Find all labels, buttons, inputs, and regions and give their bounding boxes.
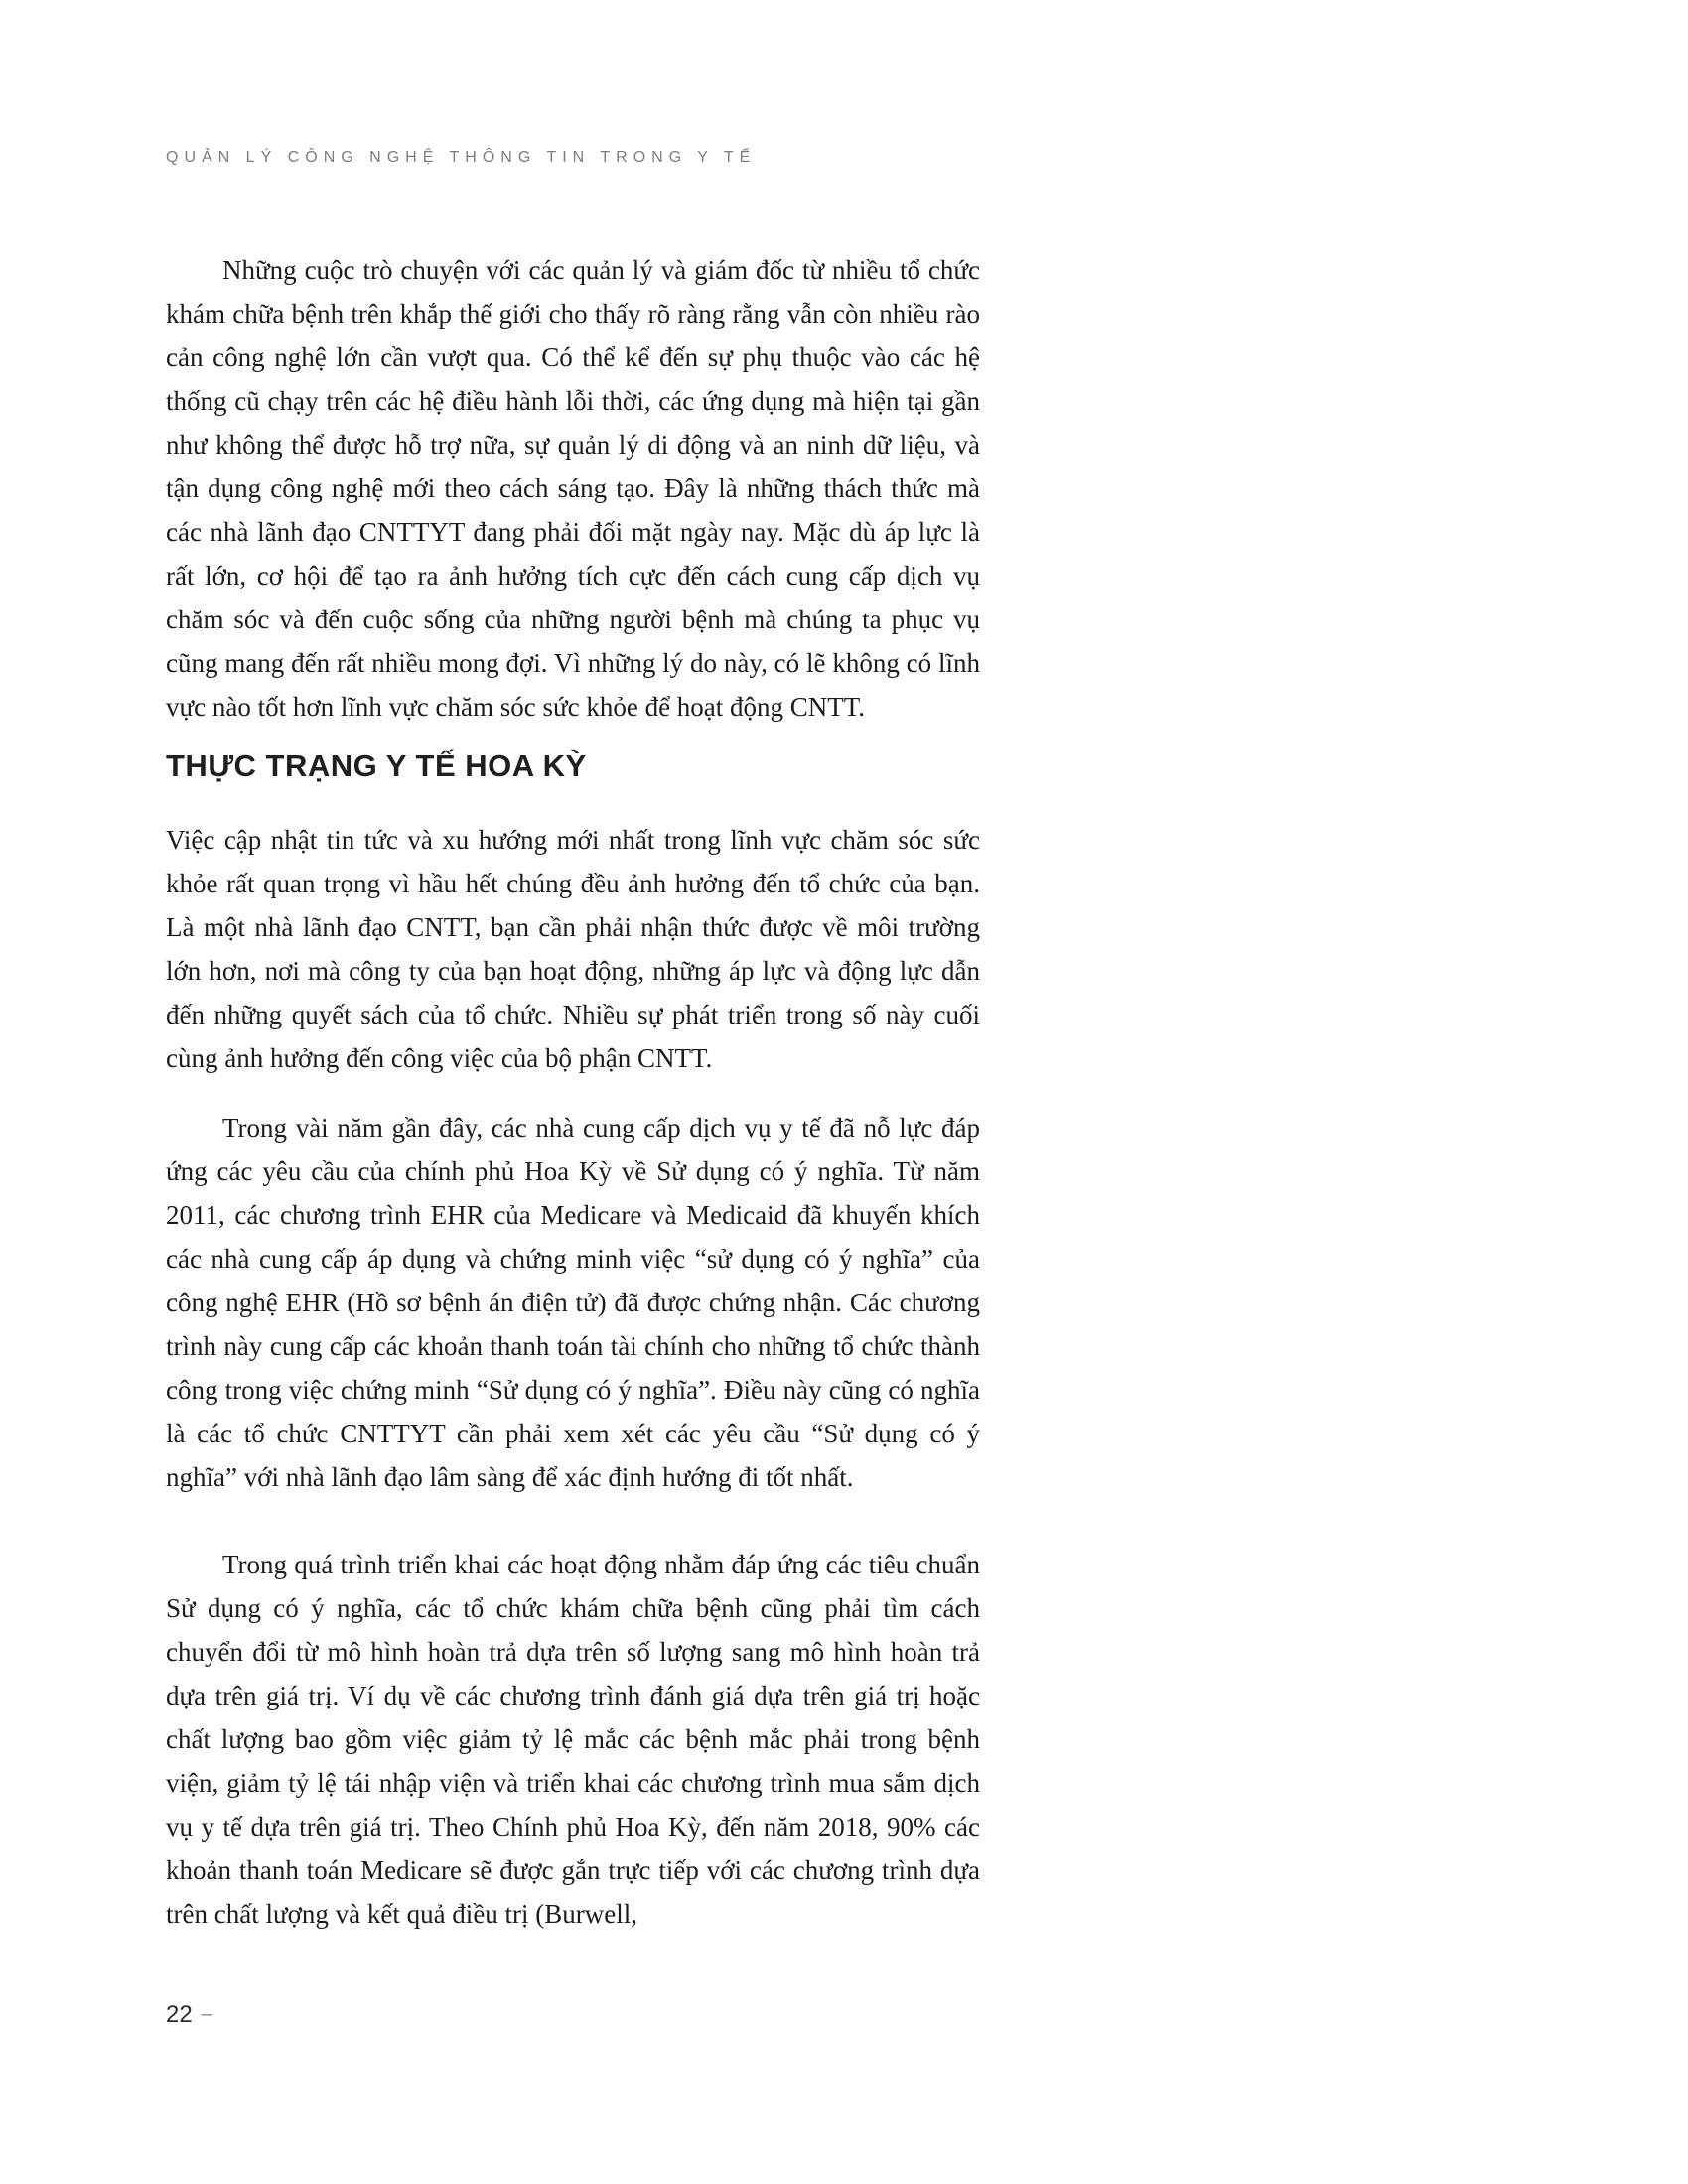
page-number: 22 <box>166 2001 193 2028</box>
paragraph-3: Trong vài năm gần đây, các nhà cung cấp dịch vụ y tế đã nỗ lực đáp ứng các yêu cầu của chính phủ Hoa Kỳ về Sử dụng có ý nghĩa. Từ năm 2011, các chương trình EHR của Medicare và Medicaid đã khuyến khích các nhà cung cấp áp dụng và chứng minh việc “sử dụng có ý nghĩa” của công nghệ EHR (Hồ sơ bệnh án điện tử) đã được chứng nhận. Các chương trình này cung cấp các khoản thanh toán tài chính cho những tổ chức thành công trong việc chứng minh “Sử dụng có ý nghĩa”. Điều này cũng có nghĩa là các tổ chức CNTTYT cần phải xem xét các yêu cầu “Sử dụng có ý nghĩa” với nhà lãnh đạo lâm sàng để xác định hướng đi tốt nhất. <box>166 1113 980 1492</box>
page-footer <box>166 2001 212 2029</box>
page-number-dash: – <box>201 2003 212 2025</box>
paragraph-1: Những cuộc trò chuyện với các quản lý và giám đốc từ nhiều tổ chức khám chữa bệnh trên khắp thế giới cho thấy rõ ràng rằng vẫn còn nhiều rào cản công nghệ lớn cần vượt qua. Có thể kể đến sự phụ thuộc vào các hệ thống cũ chạy trên các hệ điều hành lỗi thời, các ứng dụng mà hiện tại gần như không thể được hỗ trợ nữa, sự quản lý di động và an ninh dữ liệu, và tận dụng công nghệ mới theo cách sáng tạo. Đây là những thách thức mà các nhà lãnh đạo CNTTYT đang phải đối mặt ngày nay. Mặc dù áp lực là rất lớn, cơ hội để tạo ra ảnh hưởng tích cực đến cách cung cấp dịch vụ chăm sóc và đến cuộc sống của những người bệnh mà chúng ta phục vụ cũng mang đến rất nhiều mong đợi. Vì những lý do này, có lẽ không có lĩnh vực nào tốt hơn lĩnh vực chăm sóc sức khỏe để hoạt động CNTT. <box>166 255 980 722</box>
paragraph-4: Trong quá trình triển khai các hoạt động nhằm đáp ứng các tiêu chuẩn Sử dụng có ý nghĩa, các tổ chức khám chữa bệnh cũng phải tìm cách chuyển đổi từ mô hình hoàn trả dựa trên số lượng sang mô hình hoàn trả dựa trên giá trị. Ví dụ về các chương trình đánh giá dựa trên giá trị hoặc chất lượng bao gồm việc giảm tỷ lệ mắc các bệnh mắc phải trong bệnh viện, giảm tỷ lệ tái nhập viện và triển khai các chương trình mua sắm dịch vụ y tế dựa trên giá trị. Theo Chính phủ Hoa Kỳ, đến năm 2018, 90% các khoản thanh toán Medicare sẽ được gắn trực tiếp với các chương trình dựa trên chất lượng và kết quả điều trị (Burwell, <box>166 1550 980 1929</box>
paragraph-2: Việc cập nhật tin tức và xu hướng mới nhất trong lĩnh vực chăm sóc sức khỏe rất quan trọng vì hầu hết chúng đều ảnh hưởng đến tổ chức của bạn. Là một nhà lãnh đạo CNTT, bạn cần phải nhận thức được về môi trường lớn hơn, nơi mà công ty của bạn hoạt động, những áp lực và động lực dẫn đến những quyết sách của tổ chức. Nhiều sự phát triển trong số này cuối cùng ảnh hưởng đến công việc của bộ phận CNTT. <box>166 825 980 1073</box>
running-head: QUẢN LÝ CÔNG NGHỆ THÔNG TIN TRONG Y TẾ <box>166 149 757 166</box>
section-heading: THỰC TRẠNG Y TẾ HOA KỲ <box>166 749 587 783</box>
